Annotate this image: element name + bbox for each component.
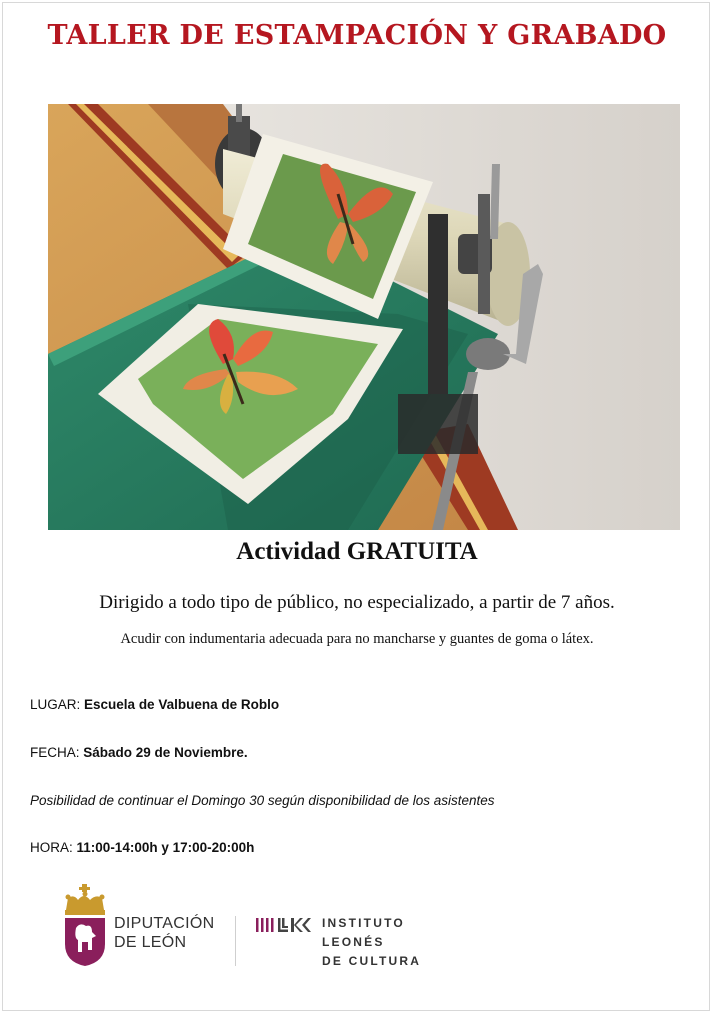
instituto-line3: DE CULTURA [322, 954, 422, 968]
fecha-label: FECHA: [30, 745, 80, 760]
clothing-text: Acudir con indumentaria adecuada para no mancharse y guantes de goma o látex. [120, 631, 594, 647]
lugar-value: Escuela de Valbuena de Roblo [84, 697, 280, 712]
fecha-line [30, 745, 248, 760]
hora-label: HORA: [30, 840, 73, 855]
instituto-line2: LEONÉS [322, 935, 385, 949]
lugar-line [30, 697, 279, 712]
instituto-line1: INSTITUTO [322, 916, 405, 930]
page-title: TALLER DE ESTAMPACIÓN Y GRABADO [47, 20, 667, 51]
activity-heading: Actividad GRATUITA [236, 538, 478, 565]
hora-value: 11:00-14:00h y 17:00-20:00h [76, 840, 255, 855]
logo-divider [235, 916, 236, 966]
hora-line [30, 840, 254, 855]
fecha-value: Sábado 29 de Noviembre. [83, 745, 248, 760]
diputacion-line1: DIPUTACIÓN [114, 915, 215, 932]
instituto-leones-cultura-logo [256, 914, 456, 974]
diputacion-leon-logo [62, 884, 222, 968]
continuation-note: Posibilidad de continuar el Domingo 30 según disponibilidad de los asistentes [30, 793, 495, 808]
crest-icon [62, 884, 108, 968]
lugar-label: LUGAR: [30, 697, 81, 712]
diputacion-line2: DE LEÓN [114, 934, 187, 951]
printing-press-photo [48, 104, 680, 530]
audience-text: Dirigido a todo tipo de público, no especializado, a partir de 7 años. [99, 592, 615, 613]
ilc-mark-icon [256, 918, 316, 934]
